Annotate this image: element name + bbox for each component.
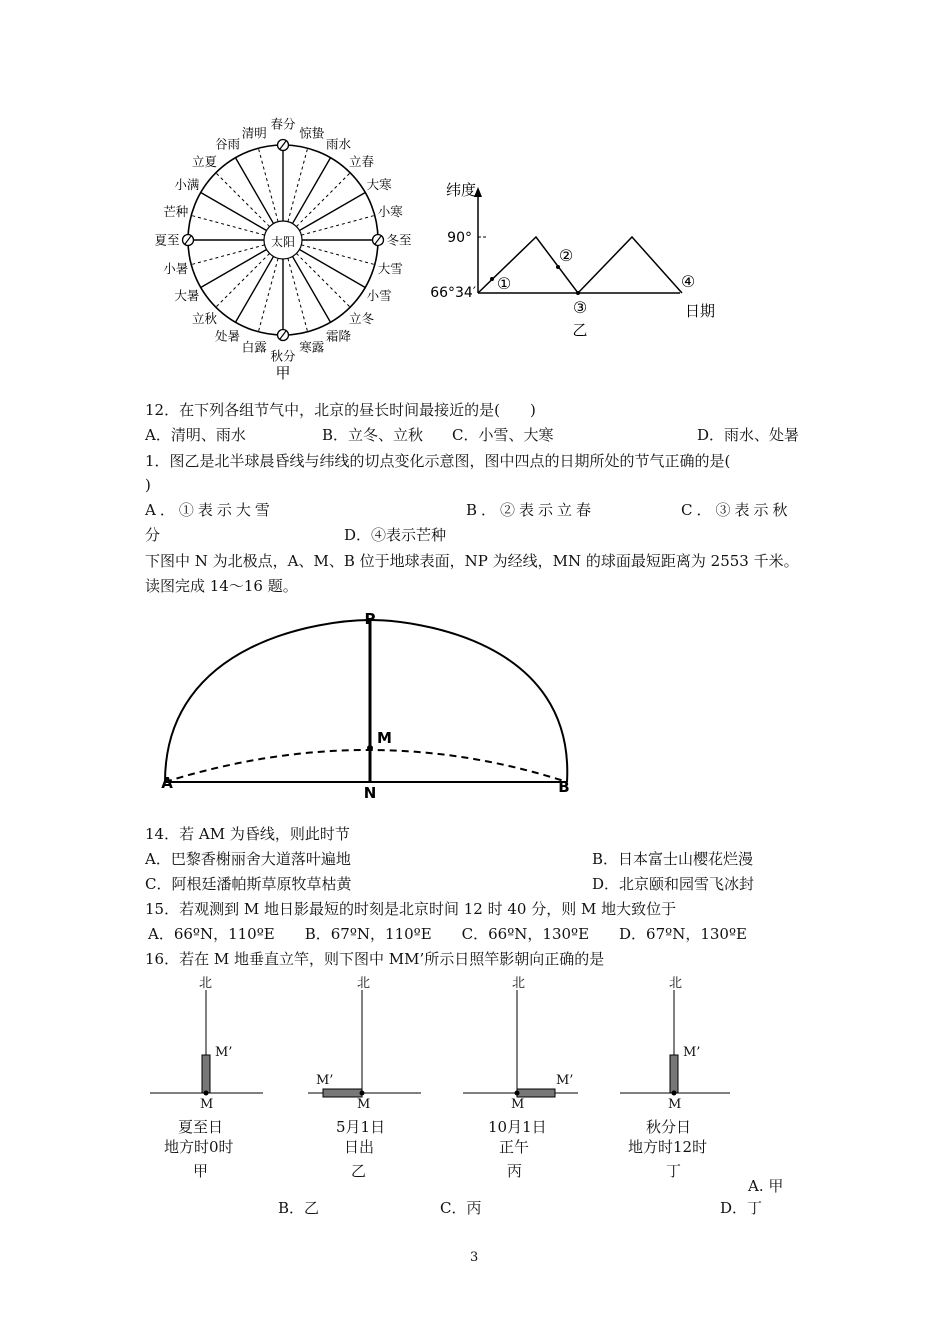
- solar-term-label: 夏至: [154, 232, 180, 248]
- q16-option-d: D．丁: [720, 1199, 763, 1217]
- solar-term-label: 芒种: [163, 203, 189, 219]
- solar-term-label: 小寒: [377, 203, 403, 219]
- q13-option-a: A．①表示大雪: [145, 501, 274, 519]
- q13-option-c-cont: 分: [145, 526, 161, 544]
- shadow-bar: [202, 1055, 210, 1093]
- x-axis-label: 日期: [684, 302, 715, 320]
- point-1-dot: [490, 277, 494, 281]
- figure-jia-caption: 甲: [275, 364, 291, 382]
- q14-option-c: C．阿根廷潘帕斯草原牧草枯黄: [145, 875, 352, 893]
- radial-line: [201, 193, 267, 231]
- tangent-latitude-diagram: [420, 175, 730, 345]
- radial-line: [288, 148, 308, 221]
- radial-line: [236, 158, 274, 224]
- point-1-label: ①: [496, 274, 512, 293]
- q16-option-b: B．乙: [278, 1199, 320, 1217]
- panel-name: 丙: [507, 1162, 523, 1180]
- panel-name: 丁: [666, 1162, 682, 1180]
- radial-line: [301, 245, 374, 265]
- sun-label: 太阳: [270, 235, 296, 249]
- globe-figure: [155, 610, 585, 800]
- panel-caption-2: 日出: [344, 1138, 375, 1156]
- m-label: M: [200, 1097, 214, 1112]
- radial-line: [288, 258, 308, 331]
- radial-line: [236, 256, 274, 322]
- point-3-label: ③: [572, 298, 588, 317]
- label-m: M: [377, 729, 392, 747]
- m-label: M: [357, 1097, 371, 1112]
- q14-option-d: D．北京颐和园雪飞冰封: [592, 875, 755, 893]
- radial-line: [299, 193, 365, 231]
- q14-option-b: B．日本富士山樱花烂漫: [592, 850, 754, 868]
- radial-line: [293, 158, 331, 224]
- solar-term-label: 谷雨: [214, 136, 241, 152]
- radial-line: [299, 250, 365, 288]
- m-label: M: [668, 1097, 682, 1112]
- q16-option-a: A. 甲: [748, 1177, 784, 1195]
- radial-line: [216, 173, 270, 227]
- radial-line: [258, 258, 278, 331]
- radial-line: [191, 245, 264, 265]
- panel-caption-1: 秋分日: [646, 1118, 692, 1136]
- dashed-parallel: [165, 750, 567, 782]
- solar-term-label: 白露: [241, 339, 267, 355]
- radial-line: [296, 173, 350, 227]
- q13-option-b: B．②表示立春: [466, 501, 596, 519]
- q12-option-b: B．立冬、立秋: [322, 426, 424, 444]
- q16-stem: 16．若在 M 地垂直立竿，则下图中 MM’所示日照竿影朝向正确的是: [145, 950, 605, 968]
- radial-line: [301, 215, 374, 235]
- q15-options: A．66ºN，110ºE B．67ºN，110ºE C．66ºN，130ºE D．67ºN，130ºE: [148, 925, 747, 943]
- solar-term-label: 小暑: [163, 261, 189, 277]
- solar-term-label: 惊蛰: [299, 125, 325, 141]
- north-label: 北: [669, 976, 683, 991]
- panel-caption-2: 正午: [499, 1138, 530, 1156]
- m-prime-label: M’: [556, 1073, 574, 1088]
- point-4-label: ④: [680, 272, 696, 291]
- m-label: M: [511, 1097, 525, 1112]
- point-m: [367, 745, 373, 751]
- solar-term-label: 冬至: [386, 232, 412, 248]
- solar-term-label: 立秋: [192, 310, 218, 326]
- label-p: P: [364, 610, 376, 628]
- solar-term-label: 小满: [174, 177, 200, 192]
- solar-term-label: 秋分: [270, 348, 296, 364]
- q13-option-d: D．④表示芒种: [344, 526, 447, 544]
- q14-option-a: A．巴黎香榭丽舍大道落叶遍地: [145, 850, 351, 868]
- panel-caption-1: 5月1日: [336, 1118, 386, 1136]
- q12-stem: 12．在下列各组节气中，北京的昼长时间最接近的是( ): [145, 401, 536, 419]
- solar-term-label: 小雪: [366, 288, 392, 303]
- q15-stem: 15．若观测到 M 地日影最短的时刻是北京时间 12 时 40 分，则 M 地大致位于: [145, 900, 677, 918]
- solar-term-label: 大寒: [366, 177, 392, 192]
- point-2-dot: [556, 265, 560, 269]
- q13-stem: 1．图乙是北半球晨昏线与纬线的切点变化示意图，图中四点的日期所处的节气正确的是(: [145, 452, 731, 470]
- solar-term-label: 寒露: [299, 339, 325, 355]
- solar-term-label: 清明: [241, 125, 267, 141]
- q14-stem: 14．若 AM 为昏线，则此时节: [145, 825, 350, 843]
- q13-option-c: C．③表示秋: [681, 501, 792, 519]
- panel-name: 甲: [193, 1162, 209, 1180]
- q12-option-d: D．雨水、处暑: [697, 426, 800, 444]
- q12-option-c: C．小雪、大寒: [452, 426, 554, 444]
- q12-option-a: A．清明、雨水: [145, 426, 246, 444]
- intro-line-2: 读图完成 14～16 题。: [145, 577, 298, 595]
- solar-term-label: 立夏: [192, 154, 218, 170]
- solar-term-label: 霜降: [325, 328, 352, 344]
- north-label: 北: [512, 976, 526, 991]
- radial-line: [191, 215, 264, 235]
- q16-option-c: C．丙: [440, 1199, 482, 1217]
- page-number: 3: [470, 1250, 479, 1265]
- solar-term-label: 大暑: [174, 288, 200, 303]
- solar-terms-wheel-figure: [140, 116, 430, 388]
- shadow-bar: [670, 1055, 678, 1093]
- hemisphere-outline: [165, 620, 567, 782]
- radial-line: [293, 256, 331, 322]
- figure-yi-caption: 乙: [572, 321, 588, 339]
- panel-caption-2: 地方时12时: [628, 1138, 708, 1156]
- m-prime-label: M’: [215, 1045, 233, 1060]
- solar-term-label: 立春: [348, 154, 374, 170]
- point-3-dot: [576, 291, 580, 295]
- y-top-label: 90°: [447, 230, 472, 246]
- shadow-bar: [323, 1089, 362, 1097]
- radial-line: [258, 148, 278, 221]
- radial-line: [201, 250, 267, 288]
- intro-line-1: 下图中 N 为北极点，A、M、B 位于地球表面，NP 为经线，MN 的球面最短距离为 2553 千米。: [145, 552, 799, 570]
- m-prime-label: M’: [316, 1073, 334, 1088]
- y-axis-label: 纬度: [445, 181, 476, 199]
- label-a: A: [161, 774, 173, 792]
- y-base-label: 66°34′: [430, 285, 476, 301]
- solar-term-label: 雨水: [325, 136, 352, 152]
- solar-term-label: 立冬: [348, 310, 374, 326]
- panel-caption-1: 夏至日: [178, 1118, 224, 1136]
- panel-name: 乙: [351, 1162, 367, 1180]
- radial-line: [216, 253, 270, 307]
- label-n: N: [363, 784, 377, 802]
- label-b: B: [558, 778, 570, 796]
- north-label: 北: [199, 976, 213, 991]
- point-2-label: ②: [558, 246, 574, 265]
- radial-line: [296, 253, 350, 307]
- panel-caption-2: 地方时0时: [164, 1138, 234, 1156]
- north-label: 北: [357, 976, 371, 991]
- panel-caption-1: 10月1日: [488, 1118, 547, 1136]
- shadow-bar: [517, 1089, 555, 1097]
- q13-stem-close: ): [145, 476, 151, 494]
- m-prime-label: M’: [683, 1045, 701, 1060]
- solar-term-label: 春分: [270, 116, 296, 132]
- solar-term-label: 处暑: [214, 328, 241, 344]
- solar-term-label: 大雪: [377, 261, 403, 277]
